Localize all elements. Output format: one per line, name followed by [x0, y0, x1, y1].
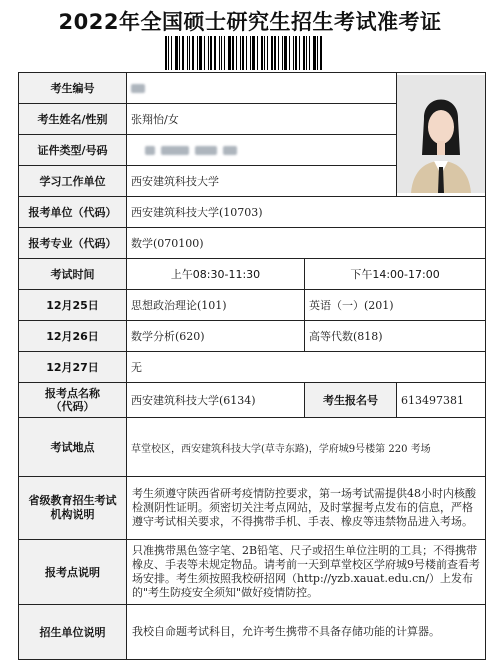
- site-note-value: 只准携带黑色签字笔、2B铅笔、尺子或招生单位注明的工具；不得携带橡皮、手表等未规定物品。请考前一天到草堂校区学府城9号楼前查看考场安排。考生须按照我校研招网（http://yzb.xauat.edu.cn/）上发布的"考生防疫安全须知"做好疫情防控。: [127, 540, 486, 605]
- barcode-bar: [199, 36, 202, 70]
- afternoon-exam: 高等代数(818): [305, 321, 486, 352]
- school-note-label: 招生单位说明: [19, 605, 127, 660]
- page-title: 2022年全国硕士研究生招生考试准考证: [58, 10, 442, 34]
- barcode-bar: [289, 36, 290, 70]
- barcode-bar: [214, 36, 216, 70]
- name-gender-value: 张翔怡/女: [127, 104, 397, 135]
- id-type-label: 证件类型/号码: [19, 135, 127, 166]
- afternoon-header: 下午14:00-17:00: [305, 259, 486, 290]
- date-label: 12月27日: [19, 352, 127, 383]
- barcode-bar: [182, 36, 184, 70]
- barcode-bar: [236, 36, 237, 70]
- reg-no-label: 考生报名号: [305, 383, 397, 418]
- barcode-bar: [309, 36, 310, 70]
- barcode-bar: [204, 36, 205, 70]
- site-note-label: 报考点说明: [19, 540, 127, 605]
- exam-time-label: 考试时间: [19, 259, 127, 290]
- ticket-table: [18, 72, 486, 660]
- barcode-bar: [208, 36, 209, 70]
- barcode-bar: [250, 36, 251, 70]
- barcode-bar: [224, 36, 225, 70]
- provincial-note-value: 考生须遵守陕西省研考疫情防控要求，第一场考试需提供48小时内核酸检测阴性证明。须密切关注考点网站，及时掌握考点发布的信息，严格遵守考试相关要求，不得携带手机、手表、橡皮等违禁物品进入考场。: [127, 477, 486, 540]
- barcode-bar: [179, 36, 180, 70]
- barcode-bar: [278, 36, 279, 70]
- candidate-no-label: 考生编号: [19, 73, 127, 104]
- morning-exam: 数学分析(620): [127, 321, 305, 352]
- reg-no-value: 613497381: [397, 383, 486, 418]
- site-name-label: [19, 383, 127, 418]
- barcode-bar: [168, 36, 169, 70]
- location-label: 考试地点: [19, 418, 127, 477]
- barcode-bar: [246, 36, 247, 70]
- barcode-bar: [320, 36, 322, 70]
- site-name-value: 西安建筑科技大学(6134): [127, 383, 305, 418]
- barcode-bar: [267, 36, 268, 70]
- barcode-bar: [192, 36, 194, 70]
- barcode-bar: [295, 36, 297, 70]
- barcode-bar: [271, 36, 273, 70]
- id-type-value: [127, 135, 397, 166]
- major-label: 报考专业（代码）: [19, 228, 127, 259]
- barcode-bar: [197, 36, 198, 70]
- apply-unit-value: 西安建筑科技大学(10703): [127, 197, 486, 228]
- barcode-bar: [261, 36, 263, 70]
- admission-ticket: [18, 72, 485, 656]
- candidate-no-value: [127, 73, 397, 104]
- site-name-label-line2: （代码）: [50, 400, 95, 413]
- barcode-bar: [299, 36, 300, 70]
- afternoon-exam: 英语（一）(201): [305, 290, 486, 321]
- barcode-bar: [221, 36, 222, 70]
- barcode-bar: [240, 36, 241, 70]
- date-label: 12月26日: [19, 321, 127, 352]
- barcode-bar: [252, 36, 255, 70]
- barcode-bar: [306, 36, 307, 70]
- barcode-bar: [210, 36, 212, 70]
- barcode-bar: [165, 36, 167, 70]
- major-value: 数学(070100): [127, 228, 486, 259]
- barcode-bar: [274, 36, 276, 70]
- provincial-note-label-line1: 省级教育招生考试: [28, 494, 117, 507]
- morning-header: 上午08:30-11:30: [127, 259, 305, 290]
- work-unit-value: 西安建筑科技大学: [127, 166, 397, 197]
- provincial-note-label-line2: 机构说明: [50, 508, 95, 521]
- morning-exam: 思想政治理论(101): [127, 290, 305, 321]
- barcode-bar: [232, 36, 234, 70]
- provincial-note-label: [19, 477, 127, 540]
- apply-unit-label: 报考单位（代码）: [19, 197, 127, 228]
- barcode-bar: [175, 36, 178, 70]
- barcode-bar: [219, 36, 220, 70]
- barcode-bar: [282, 36, 283, 70]
- barcode: [165, 36, 333, 70]
- barcode-bar: [303, 36, 305, 70]
- barcode-bar: [317, 36, 318, 70]
- school-note-value: 我校自命题考试科目，允许考生携带不具备存储功能的计算器。: [127, 605, 486, 660]
- barcode-bar: [242, 36, 244, 70]
- name-gender-label: 考生姓名/性别: [19, 104, 127, 135]
- candidate-photo: [397, 75, 485, 193]
- barcode-bar: [187, 36, 188, 70]
- barcode-bar: [257, 36, 258, 70]
- morning-exam: 无: [127, 352, 486, 383]
- barcode-bar: [284, 36, 287, 70]
- barcode-bar: [228, 36, 231, 70]
- site-name-label-line1: 报考点名称: [45, 387, 100, 400]
- barcode-bar: [171, 36, 172, 70]
- barcode-bar: [189, 36, 190, 70]
- barcode-bar: [264, 36, 265, 70]
- photo-cell: [397, 73, 486, 197]
- work-unit-label: 学习工作单位: [19, 166, 127, 197]
- barcode-bar: [293, 36, 294, 70]
- date-label: 12月25日: [19, 290, 127, 321]
- location-value: 草堂校区，西安建筑科技大学(草寺东路)，学府城9号楼第 220 考场: [127, 418, 486, 477]
- barcode-bar: [313, 36, 316, 70]
